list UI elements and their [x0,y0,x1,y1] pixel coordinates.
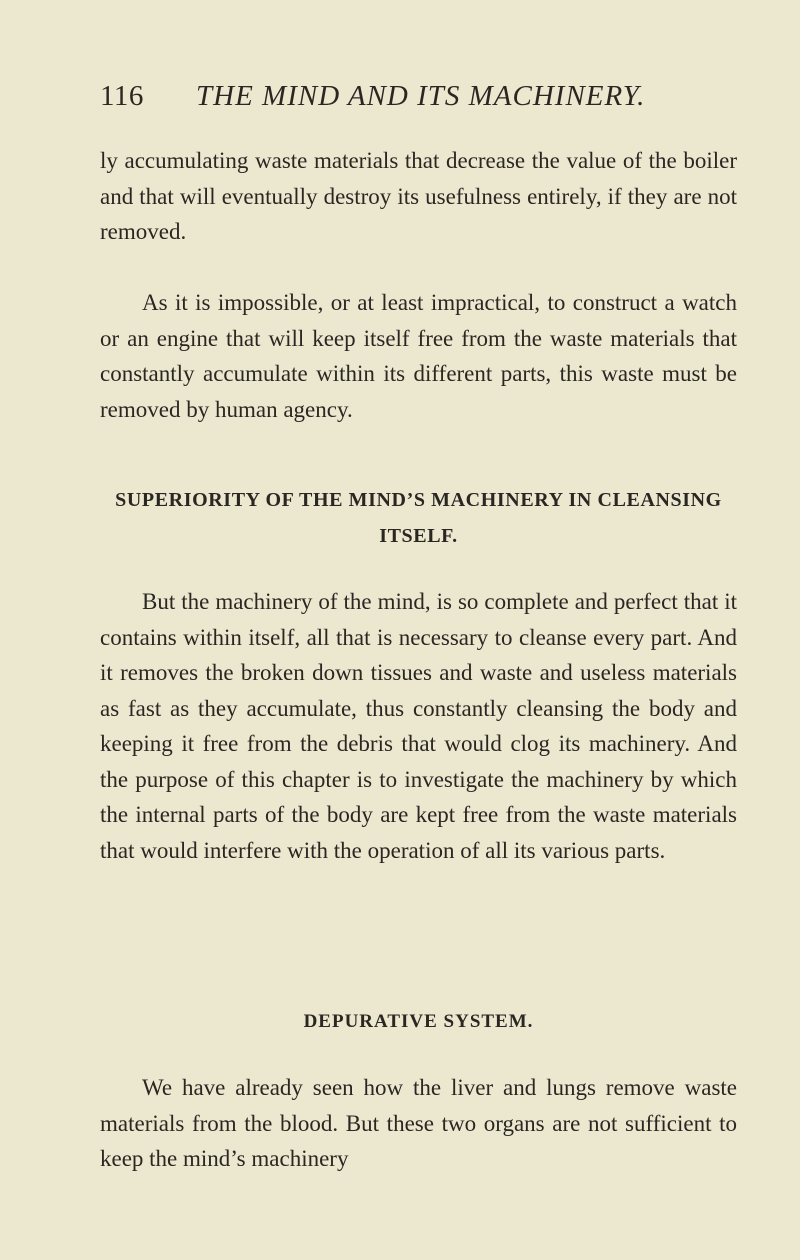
section-heading-superiority: SUPERIORITY OF THE MIND’S MACHINERY IN CLEANSING ITSELF. [115,489,722,547]
paragraph-watch-engine: As it is impossible, or at least impractical, to construct a watch or an engine that will keep itself free from the waste materials that constantly accumulate within its different parts, this waste must be removed by human agency. [100,290,737,422]
paragraph-continued: ly accumulating waste materials that decrease the value of the boiler and that will eventually destroy its usefulness entirely, if they are not removed. [100,148,737,244]
section-heading-depurative-system: DEPURATIVE SYSTEM. [303,1011,534,1032]
paragraph-machinery-of-mind: But the machinery of the mind, is so complete and perfect that it contains within itself, all that is necessary to cleanse every part. And it removes the broken down tissues and waste and useless materials as fast as they accumulate, thus constantly cleansing the body and keeping it free from the debris that would clog its machinery. And the purpose of this chapter is to investigate the machinery by which the internal parts of the body are kept free from the waste materials that would interfere with the operation of all its various parts. [100,589,737,863]
paragraph-liver-lungs: We have already seen how the liver and lungs remove waste materials from the blood. But these two organs are not sufficient to keep the mind’s machinery [100,1075,737,1171]
running-head [100,76,740,116]
page-number: 116 [100,80,144,112]
running-title: THE MIND AND ITS MACHINERY. [196,80,646,112]
